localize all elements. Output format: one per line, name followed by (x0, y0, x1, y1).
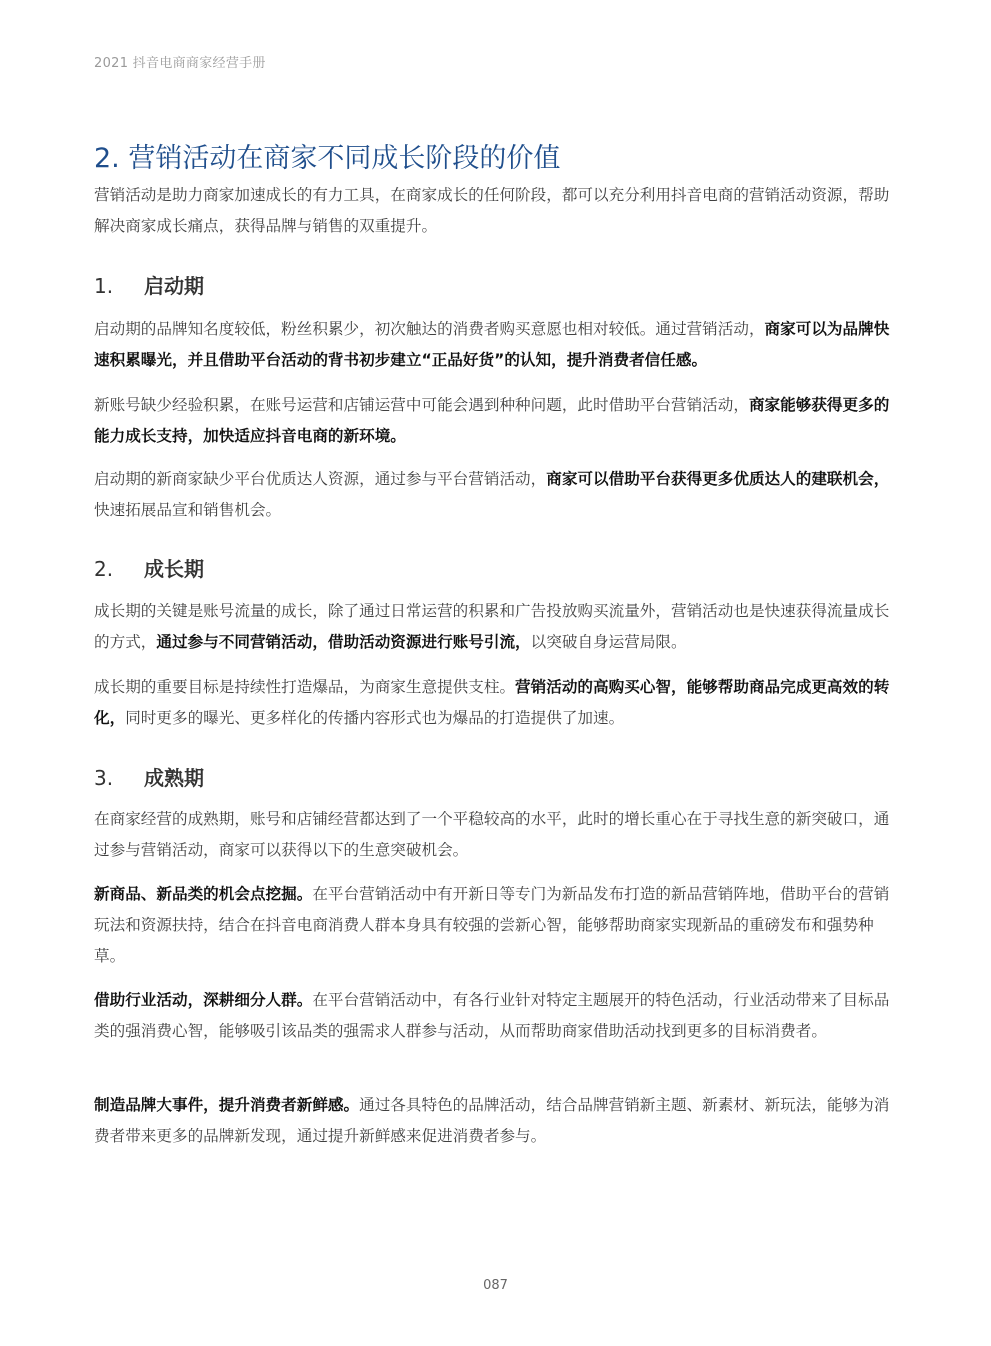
paragraph (94, 1090, 900, 1152)
plain-text: 成长期的重要目标是持续性打造爆品，为商家生意提供支柱。 (94, 678, 516, 696)
plain-text: 启动期的品牌知名度较低，粉丝积累少，初次触达的消费者购买意愿也相对较低。通过营销活动， (94, 320, 765, 338)
bold-text: 商家可以为品牌快速积累曝光，并且借助平台活动的背书初步建立“正品好货”的认知，提升消费者信任感。 (94, 320, 890, 369)
bold-text: 商家可以借助平台获得更多优质达人的建联机会， (546, 470, 890, 488)
bold-text: 营销活动的高购买心智，能够帮助商品完成更高效的转化， (94, 678, 890, 727)
bold-text: 通过参与不同营销活动，借助活动资源进行账号引流， (156, 633, 531, 651)
section-name: 启动期 (144, 274, 204, 298)
tail-text: 在平台营销活动中有开新日等专门为新品发布打造的新品营销阵地，借助平台的营销玩法和资源扶持，结合在抖音电商消费人群本身具有较强的尝新心智，能够帮助商家实现新品的重磅发布和强势种草。 (94, 885, 890, 965)
plain-text: 在商家经营的成熟期，账号和店铺经营都达到了一个平稳较高的水平，此时的增长重心在于寻找生意的新突破口，通过参与营销活动，商家可以获得以下的生意突破机会。 (94, 810, 890, 859)
bold-text: 借助行业活动，深耕细分人群。 (94, 991, 313, 1009)
tail-text: 以突破自身运营局限。 (530, 633, 687, 651)
section-heading-startup (94, 270, 204, 299)
paragraph (94, 390, 900, 452)
bold-text: 新商品、新品类的机会点挖掘。 (94, 885, 313, 903)
intro-paragraph: 营销活动是助力商家加速成长的有力工具，在商家成长的任何阶段，都可以充分利用抖音电商的营销活动资源，帮助解决商家成长痛点，获得品牌与销售的双重提升。 (94, 186, 890, 235)
section-name: 成长期 (144, 557, 204, 581)
tail-text: 快速拓展品宣和销售机会。 (94, 501, 282, 519)
bold-text: 制造品牌大事件，提升消费者新鲜感。 (94, 1096, 360, 1114)
plain-text: 新账号缺少经验积累，在账号运营和店铺运营中可能会遇到种种问题，此时借助平台营销活动， (94, 396, 749, 414)
tail-text: 在平台营销活动中，有各行业针对特定主题展开的特色活动，行业活动带来了目标品类的强消费心智，能够吸引该品类的强需求人群参与活动，从而帮助商家借助活动找到更多的目标消费者。 (94, 991, 890, 1040)
paragraph (94, 596, 900, 658)
paragraph (94, 314, 900, 376)
section-heading-growth (94, 553, 204, 582)
tail-text: 通过各具特色的品牌活动，结合品牌营销新主题、新素材、新玩法，能够为消费者带来更多的品牌新发现，通过提升新鲜感来促进消费者参与。 (94, 1096, 890, 1145)
section-name: 成熟期 (144, 766, 204, 790)
document-header: 2021 抖音电商商家经营手册 (94, 56, 266, 71)
paragraph (94, 464, 900, 526)
paragraph (94, 672, 900, 734)
paragraph (94, 804, 900, 866)
page-number: 087 (483, 1278, 508, 1293)
plain-text: 启动期的新商家缺少平台优质达人资源，通过参与平台营销活动， (94, 470, 547, 488)
section-number: 2. (94, 557, 114, 581)
section-number: 3. (94, 766, 114, 790)
bold-text: 商家能够获得更多的能力成长支持，加快适应抖音电商的新环境。 (94, 396, 890, 445)
paragraph (94, 879, 900, 972)
page-title: 2. 营销活动在商家不同成长阶段的价值 (94, 143, 561, 174)
section-number: 1. (94, 274, 114, 298)
plain-text: 成长期的关键是账号流量的成长，除了通过日常运营的积累和广告投放购买流量外，营销活动也是快速获得流量成长的方式， (94, 602, 890, 651)
section-heading-mature (94, 762, 204, 791)
tail-text: 同时更多的曝光、更多样化的传播内容形式也为爆品的打造提供了加速。 (125, 709, 625, 727)
paragraph (94, 985, 900, 1047)
